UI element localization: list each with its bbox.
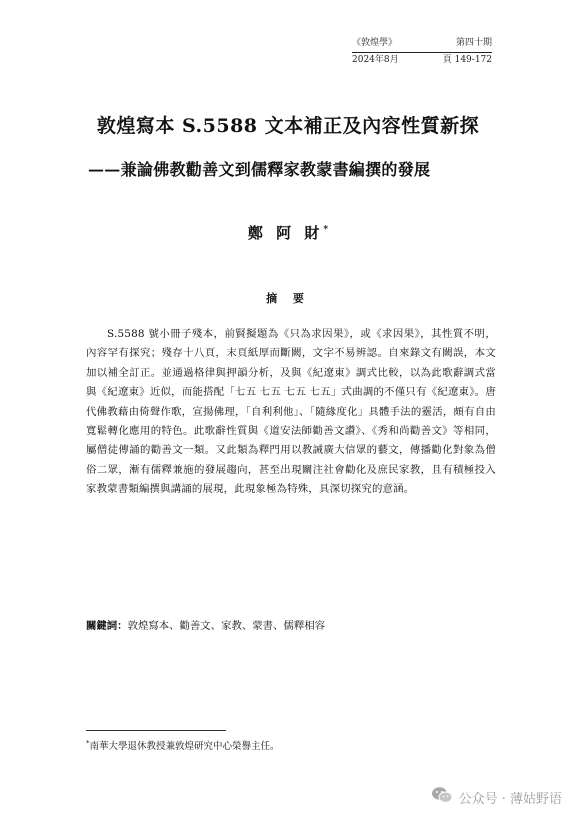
paper-subtitle: ——兼論佛教勸善文到儒釋家教蒙書編撰的發展 [88,160,431,179]
footnote-text: 南華大學退休教授兼敦煌研究中心榮譽主任。 [89,741,280,752]
abstract-body: S.5588 號小冊子殘本，前賢擬題為《只為求因果》，或《求因果》，其性質不明，內容罕有探究；殘存十八頁，末頁紙厚而斷闕，文字不易辨認。自來錄文有闕誤，本文加以補全訂正。並通過格律與押韻分析，及與《紀遼東》調式比較，以為此歌辭調式當與《紀遼東》近似，而能搭配「七五 七五 七五 七五」式曲調的不僅只有《紀遼東》。唐代佛教藉由倚聲作歌，宣揚佛理，「自利利他」、「隨緣度化」具體手法的靈活，頗有自由寬鬆轉化應用的特色。此歌辭性質與《道安法師勸善文讚》、《秀和尚勸善文》等相同，屬僧徒傳誦的勸善文一類。又此類為釋門用以教誡廣大信眾的藝文，傳播勸化對象為僧俗二眾，漸有儒釋兼施的發展趨向，甚至出現關注社會勸化及庶民家教，且有積極投入家教蒙書類編撰與講誦的展現，此現象極為特殊，具深切探究的意涵。 [86,328,496,496]
paper-title: 敦煌寫本 S.5588 文本補正及內容性質新探 [96,115,480,137]
journal-header [352,36,492,68]
author-line [0,222,576,243]
footnote-divider [86,730,226,731]
keywords-text: 敦煌寫本、勸善文、家教、蒙書、儒釋相容 [127,620,325,632]
journal-pages: 頁 149-172 [442,55,492,65]
abstract-heading: 摘 要 [266,292,310,305]
keywords-label: 關鍵詞： [86,620,128,632]
footnote [86,738,506,752]
watermark-text: 公众号 · 薄姑野语 [458,791,562,807]
watermark [431,786,562,808]
journal-date: 2024年8月 [352,55,399,65]
journal-issue: 第四十期 [455,38,492,48]
keywords-line [86,617,496,632]
footnote-mark: * [86,738,90,747]
author-footnote-mark: * [323,225,329,235]
author-name: 鄭 阿 財 [247,224,324,242]
wechat-icon [431,786,453,808]
journal-name: 《敦煌學》 [352,38,398,48]
